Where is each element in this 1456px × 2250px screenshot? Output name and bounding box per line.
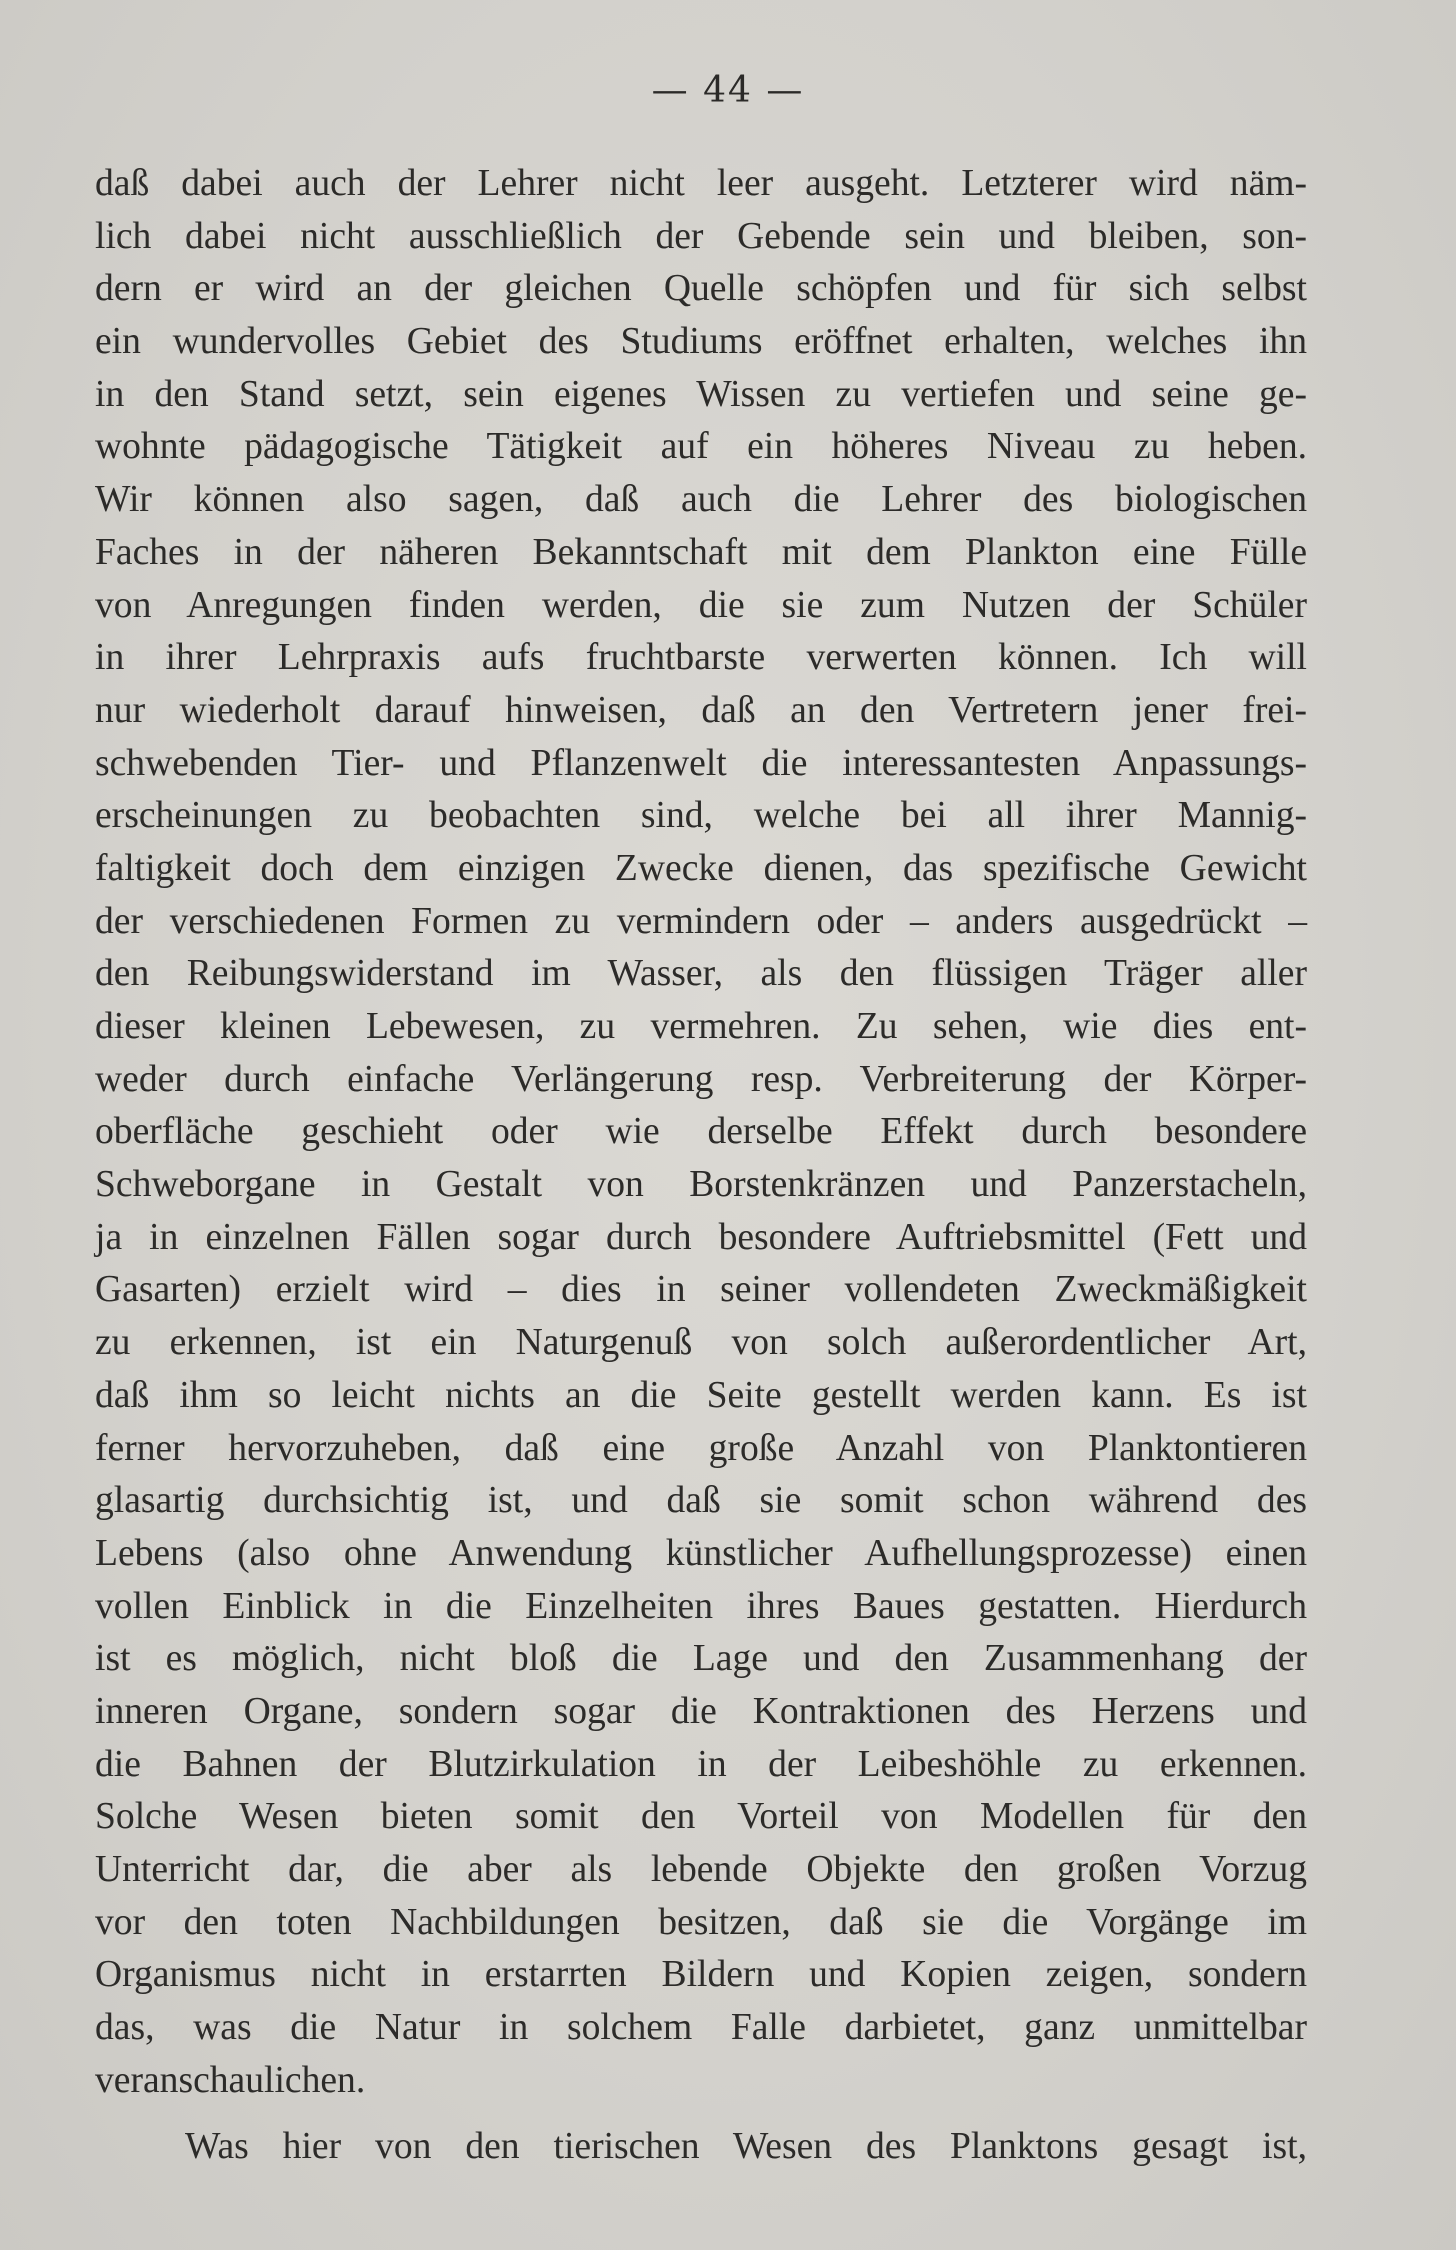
text-line: den Reibungswiderstand im Wasser, als den flüssigen Träger aller — [95, 953, 1307, 995]
text-line: schwebenden Tier- und Pflanzenwelt die interessantesten Anpassungs- — [95, 742, 1307, 784]
text-line: Unterricht dar, die aber als lebende Objekte den großen Vorzug — [95, 1849, 1307, 1890]
text-line: Wir können also sagen, daß auch die Lehrer des biologischen — [95, 479, 1307, 521]
text-line: dieser kleinen Lebewesen, zu vermehren. Zu sehen, wie dies ent- — [95, 1006, 1307, 1047]
text-line: in ihrer Lehrpraxis aufs fruchtbarste verwerten können. Ich will — [95, 637, 1307, 679]
text-line: weder durch einfache Verlängerung resp. Verbreiterung der Körper- — [95, 1058, 1307, 1100]
text-line: das, was die Natur in solchem Falle darbietet, ganz unmittelbar — [95, 2007, 1307, 2049]
text-line: ein wundervolles Gebiet des Studiums eröffnet erhalten, welches ihn — [95, 321, 1307, 363]
text-line: Schweborgane in Gestalt von Borstenkränzen und Panzerstacheln, — [95, 1164, 1307, 1206]
text-line: in den Stand setzt, sein eigenes Wissen zu vertiefen und seine ge- — [95, 373, 1307, 415]
text-line: Organismus nicht in erstarrten Bildern und Kopien zeigen, sondern — [95, 1954, 1307, 1996]
text-line: daß dabei auch der Lehrer nicht leer ausgeht. Letzterer wird näm- — [95, 163, 1307, 204]
text-line: dern er wird an der gleichen Quelle schöpfen und für sich selbst — [95, 268, 1307, 310]
text-line: der verschiedenen Formen zu vermindern oder – anders ausgedrückt – — [95, 900, 1307, 942]
text-line: veranschaulichen. — [95, 2059, 366, 2101]
paragraph-1 — [95, 158, 1307, 2107]
text-line: erscheinungen zu beobachten sind, welche bei all ihrer Mannig- — [95, 795, 1307, 837]
text-line: oberfläche geschieht oder wie derselbe Effekt durch besondere — [95, 1111, 1307, 1153]
text-line: Was hier von den tierischen Wesen des Planktons gesagt ist, — [185, 2126, 1307, 2168]
text-line: daß ihm so leicht nichts an die Seite gestellt werden kann. Es ist — [95, 1374, 1307, 1416]
text-line: zu erkennen, ist ein Naturgenuß von solch außerordentlicher Art, — [95, 1322, 1307, 1364]
text-line: ja in einzelnen Fällen sogar durch besondere Auftriebsmittel (Fett und — [95, 1216, 1307, 1258]
text-line: Lebens (also ohne Anwendung künstlicher Aufhellungsprozesse) einen — [95, 1532, 1307, 1574]
text-line: Solche Wesen bieten somit den Vorteil von Modellen für den — [95, 1796, 1307, 1838]
text-line: von Anregungen finden werden, die sie zum Nutzen der Schüler — [95, 584, 1307, 626]
text-line: vollen Einblick in die Einzelheiten ihres Baues gestatten. Hierdurch — [95, 1585, 1307, 1627]
text-line: nur wiederholt darauf hinweisen, daß an den Vertretern jener frei- — [95, 689, 1307, 731]
text-line: vor den toten Nachbildungen besitzen, daß sie die Vorgänge im — [95, 1901, 1307, 1943]
body-text — [95, 158, 1307, 2174]
text-line: ist es möglich, nicht bloß die Lage und den Zusammenhang der — [95, 1638, 1307, 1680]
text-line: inneren Organe, sondern sogar die Kontraktionen des Herzens und — [95, 1690, 1307, 1732]
text-line: Gasarten) erzielt wird – dies in seiner vollendeten Zweckmäßigkeit — [95, 1269, 1307, 1311]
text-line: Faches in der näheren Bekanntschaft mit dem Plankton eine Fülle — [95, 531, 1307, 573]
text-line: die Bahnen der Blutzirkulation in der Leibeshöhle zu erkennen. — [95, 1743, 1307, 1785]
text-line: lich dabei nicht ausschließlich der Gebende sein und bleiben, son- — [95, 215, 1307, 257]
text-line: faltigkeit doch dem einzigen Zwecke dienen, das spezifische Gewicht — [95, 847, 1307, 889]
paragraph-gap — [95, 2107, 1307, 2121]
page-number: — 44 — — [651, 70, 805, 111]
paragraph-2 — [95, 2121, 1307, 2174]
text-line: wohnte pädagogische Tätigkeit auf ein höheres Niveau zu heben. — [95, 426, 1307, 468]
text-line: glasartig durchsichtig ist, und daß sie somit schon während des — [95, 1480, 1307, 1522]
text-line: ferner hervorzuheben, daß eine große Anzahl von Planktontieren — [95, 1427, 1307, 1469]
